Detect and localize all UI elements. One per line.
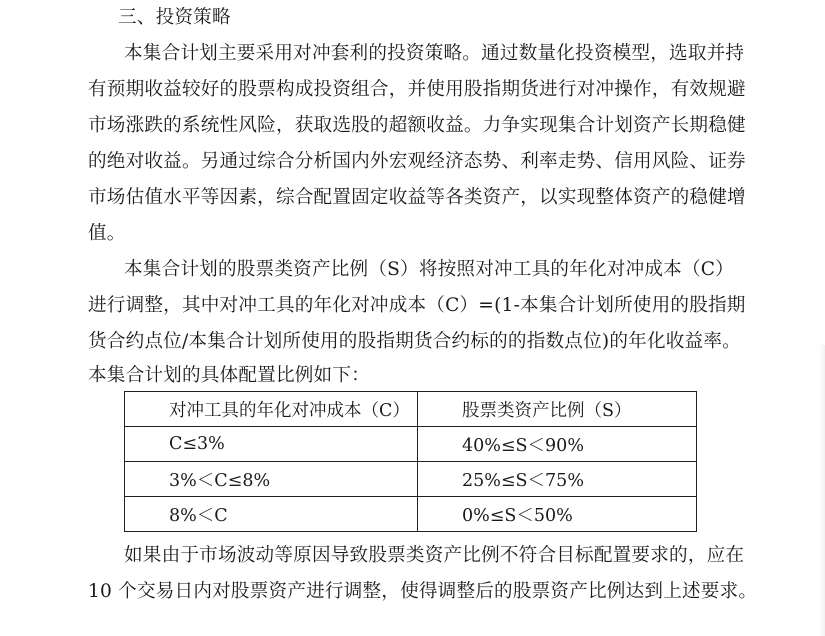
- page-edge-shadow: [819, 345, 825, 636]
- header-hedging-cost: 对冲工具的年化对冲成本（C）: [125, 392, 418, 427]
- paragraph-1-line-1: 本集合计划主要采用对冲套利的投资策略。通过数量化投资模型，选取并持: [124, 43, 745, 64]
- cell-cost-range: C≤3%: [125, 427, 418, 462]
- cell-stock-ratio: 40%≤S＜90%: [418, 427, 697, 462]
- paragraph-2-line-3: 货合约点位/本集合计划所使用的股指期货合约标的的指数点位)的年化收益率。: [88, 331, 741, 352]
- paragraph-1-line-4: 的绝对收益。另通过综合分析国内外宏观经济态势、利率走势、信用风险、证券: [88, 151, 746, 172]
- section-heading: 三、投资策略: [118, 7, 231, 28]
- paragraph-1-line-3: 市场涨跌的系统性风险，获取选股的超额收益。力争实现集合计划资产长期稳健: [88, 115, 746, 136]
- allocation-table: [124, 391, 697, 532]
- cell-stock-ratio: 25%≤S＜75%: [418, 462, 697, 497]
- cell-cost-range: 8%＜C: [125, 497, 418, 532]
- table-row: [125, 427, 697, 462]
- paragraph-2-line-4: 本集合计划的具体配置比例如下：: [88, 365, 370, 386]
- paragraph-2-line-2: 进行调整，其中对冲工具的年化对冲成本（C）=(1-本集合计划所使用的股指期: [88, 295, 746, 316]
- table-row: [125, 462, 697, 497]
- cell-cost-range: 3%＜C≤8%: [125, 462, 418, 497]
- paragraph-1-line-6: 值。: [88, 223, 126, 244]
- table-row: [125, 497, 697, 532]
- paragraph-1-line-5: 市场估值水平等因素，综合配置固定收益等各类资产，以实现整体资产的稳健增: [88, 187, 746, 208]
- paragraph-2-line-1: 本集合计划的股票类资产比例（S）将按照对冲工具的年化对冲成本（C）: [124, 259, 734, 280]
- table-header-row: [125, 392, 697, 427]
- cell-stock-ratio: 0%≤S＜50%: [418, 497, 697, 532]
- header-stock-ratio: 股票类资产比例（S）: [418, 392, 697, 427]
- paragraph-3-line-2: 10 个交易日内对股票资产进行调整，使得调整后的股票资产比例达到上述要求。: [88, 581, 758, 602]
- paragraph-1-line-2: 有预期收益较好的股票构成投资组合，并使用股指期货进行对冲操作，有效规避: [88, 79, 746, 100]
- paragraph-3-line-1: 如果由于市场波动等原因导致股票类资产比例不符合目标配置要求的，应在: [124, 545, 745, 566]
